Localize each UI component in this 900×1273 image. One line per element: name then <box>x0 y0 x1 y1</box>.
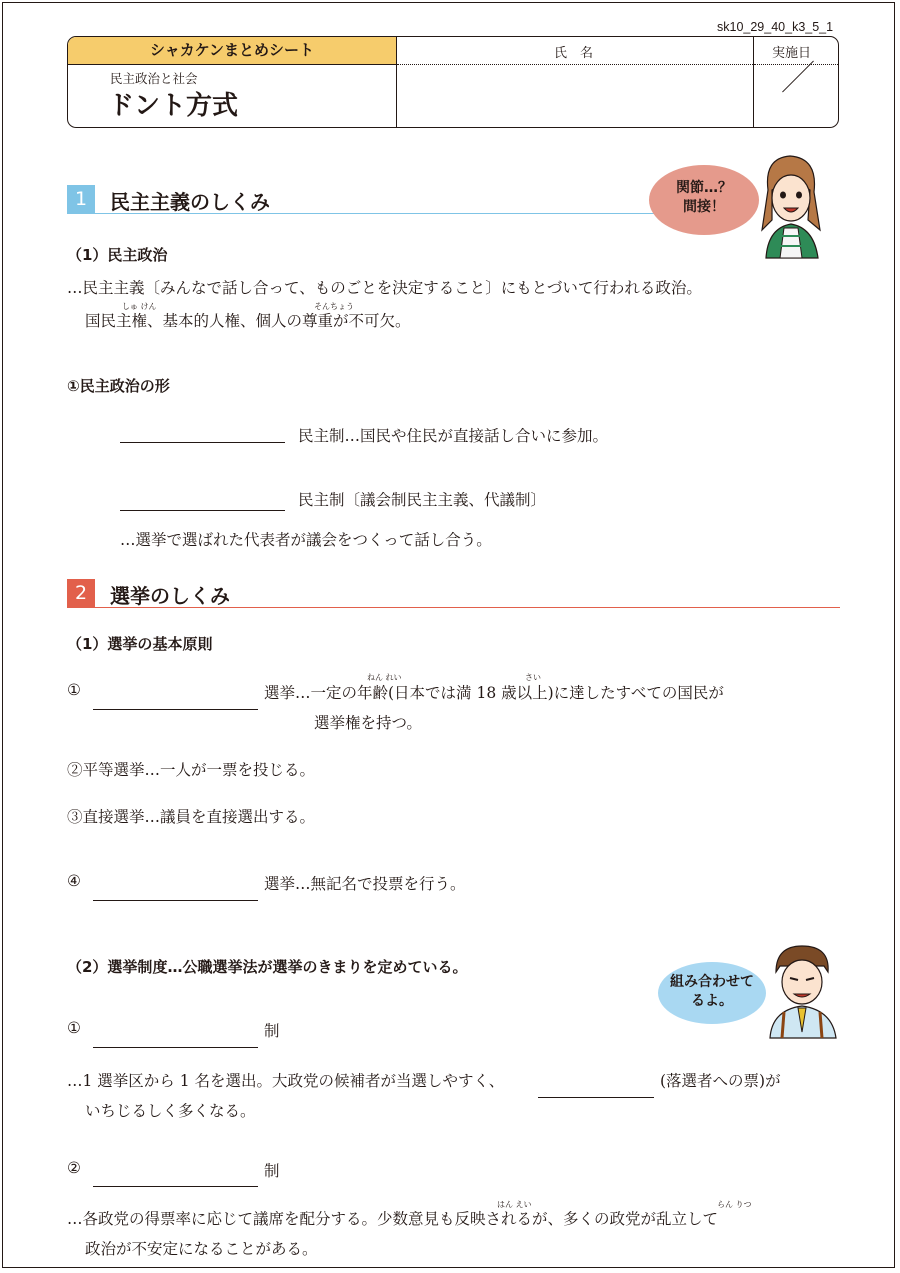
ruby-text: はん えい <box>497 1200 532 1209</box>
header-box <box>67 36 839 128</box>
document-code: sk10_29_40_k3_5_1 <box>717 20 834 34</box>
ruby-text: らん りつ <box>717 1200 752 1209</box>
item-mark: ① <box>67 681 81 699</box>
answer-blank[interactable] <box>93 1186 258 1187</box>
item-text: 制 <box>264 1162 280 1180</box>
subheading: （1）民主政治 <box>67 246 168 264</box>
answer-blank[interactable] <box>93 709 258 710</box>
form-text: 民主制〔議会制民主主義、代議制〕 <box>298 491 547 509</box>
form-text: 民主制…国民や住民が直接話し合いに参加。 <box>298 427 609 445</box>
ruby-text: さい <box>525 673 541 682</box>
girl-illustration <box>750 150 830 260</box>
answer-blank[interactable] <box>120 442 285 443</box>
section-number: 2 <box>67 579 95 607</box>
ruby-text: しゅ けん <box>122 302 157 311</box>
item-text: …各政党の得票率に応じて議席を配分する。少数意見も反映されるが、多くの政党が乱立して <box>67 1210 719 1228</box>
speech-bubble <box>658 962 766 1024</box>
divider <box>754 64 839 65</box>
date-label: 実施日 <box>772 46 812 61</box>
definition-text: …民主主義〔みんなで話し合って、ものごとを決定すること〕にもとづいて行われる政治。 <box>67 279 702 297</box>
sheet-title-band <box>68 37 396 65</box>
section-title: 民主主義のしくみ <box>110 190 270 214</box>
item-text: (落選者への票)が <box>660 1072 781 1090</box>
item-mark: ① <box>67 1019 81 1037</box>
subheading: （1）選挙の基本原則 <box>67 635 213 653</box>
bubble-text: 間接！ <box>683 199 725 215</box>
section-title: 選挙のしくみ <box>110 584 230 608</box>
divider <box>397 64 753 65</box>
definition-text: 国民主権、基本的人権、個人の尊重が不可欠。 <box>85 312 411 330</box>
section-rule <box>67 607 840 608</box>
item-text: 選挙…無記名で投票を行う。 <box>264 875 466 893</box>
boy-illustration <box>764 942 840 1040</box>
bubble-text: るよ。 <box>691 993 733 1009</box>
answer-blank[interactable] <box>93 1047 258 1048</box>
item-text: 政治が不安定になることがある。 <box>85 1240 318 1258</box>
item-text: 選挙…一定の年齢(日本では満 18 歳以上)に達したすべての国民が <box>264 684 724 702</box>
item-text: …1 選挙区から 1 名を選出。大政党の候補者が当選しやすく、 <box>67 1072 505 1090</box>
item-mark: ② <box>67 1159 81 1177</box>
item-text: 制 <box>264 1022 280 1040</box>
speech-bubble <box>649 165 759 235</box>
item-mark: ④ <box>67 872 81 890</box>
item-text: ②平等選挙…一人が一票を投じる。 <box>67 761 316 779</box>
bubble-text: 関節…？ <box>676 180 732 196</box>
section-rule <box>67 213 707 214</box>
answer-blank[interactable] <box>120 510 285 511</box>
item-text: ③直接選挙…議員を直接選出する。 <box>67 808 316 826</box>
divider <box>753 37 754 128</box>
ruby-text: そんちょう <box>314 302 354 311</box>
unit-label: 民主政治と社会 <box>110 71 198 86</box>
subheading: ①民主政治の形 <box>67 377 170 395</box>
subheading: （2）選挙制度…公職選挙法が選挙のきまりを定めている。 <box>67 958 468 976</box>
answer-blank[interactable] <box>538 1097 654 1098</box>
item-text: 選挙権を持つ。 <box>314 714 422 732</box>
name-label: 氏 名 <box>554 46 594 61</box>
form-text: …選挙で選ばれた代表者が議会をつくって話し合う。 <box>120 531 492 549</box>
divider <box>396 37 397 128</box>
answer-blank[interactable] <box>93 900 258 901</box>
bubble-text: 組み合わせて <box>670 974 754 990</box>
ruby-text: ねん れい <box>367 673 402 682</box>
section-number: 1 <box>67 185 95 213</box>
sheet-title: シャカケンまとめシート <box>150 41 314 59</box>
page-title: ドント方式 <box>108 91 239 121</box>
item-text: いちじるしく多くなる。 <box>85 1102 256 1120</box>
name-field[interactable] <box>398 66 752 128</box>
